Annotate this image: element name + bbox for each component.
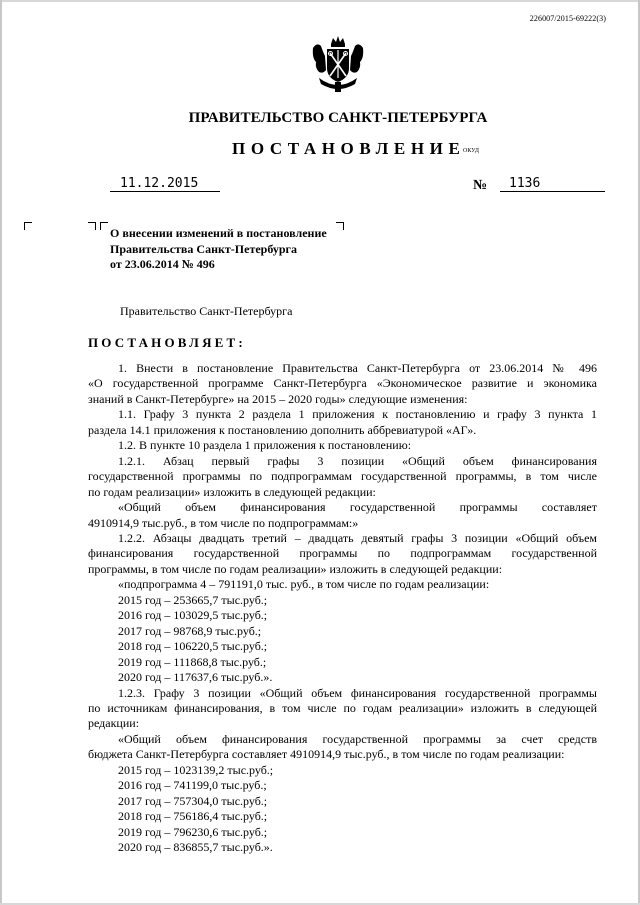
okud-label: ОКУД <box>463 148 479 154</box>
body-line: 2018 год – 106220,5 тыс.руб.; <box>118 639 268 654</box>
body-line: «О государственной программе Санкт-Петербурга «Экономическое развитие и экономика <box>88 376 597 391</box>
body-line: 1.2.2. Абзацы двадцать третий – двадцать девятый графы 3 позиции «Общий объем <box>118 530 597 545</box>
body-line: «подпрограмма 4 – 791191,0 тыс. руб., в том числе по годам реализации: <box>118 577 490 592</box>
body-line: «Общий объем финансирования государственной программы за счет средств <box>118 731 597 746</box>
decree-type-title: ПОСТАНОВЛЕНИЕ <box>232 139 466 158</box>
government-title: ПРАВИТЕЛЬСТВО САНКТ-ПЕТЕРБУРГА <box>188 110 488 126</box>
corner-mark-top-left <box>24 222 32 230</box>
page-edge-left <box>0 0 2 905</box>
body-line: государственной программы по подпрограммам государственной программы, в том числе <box>88 469 597 484</box>
subject-line: Правительства Санкт-Петербурга <box>110 241 298 256</box>
corner-mark-subject-left <box>100 222 108 230</box>
date-underline <box>110 191 220 192</box>
body-line: финансирования государственной программы по подпрограммам государственной <box>88 546 597 561</box>
body-line: 2016 год – 103029,5 тыс.руб.; <box>118 608 268 623</box>
body-line: 1.2. В пункте 10 раздела 1 приложения к постановлению: <box>118 438 412 453</box>
body-line: 1. Внести в постановление Правительства Санкт-Петербурга от 23.06.2014 № 496 <box>118 361 597 375</box>
issuer-line: Правительство Санкт-Петербурга <box>120 304 293 318</box>
body-line: 1.1. Графу 3 пункта 2 раздела 1 приложения к постановлению и графу 3 пункта 1 <box>118 407 597 422</box>
body-line: раздела 14.1 приложения к постановлению дополнить аббревиатурой «АГ». <box>88 422 477 437</box>
body-line: 2017 год – 757304,0 тыс.руб.; <box>118 793 268 808</box>
body-line: 1.2.1. Абзац первый графы 3 позиции «Общий объем финансирования <box>118 453 597 468</box>
decree-date: 11.12.2015 <box>120 176 199 191</box>
document-registration-number: 226007/2015-69222(3) <box>529 14 606 23</box>
body-line: 2015 год – 1023139,2 тыс.руб.; <box>118 762 274 777</box>
number-sign: № <box>473 178 488 193</box>
body-line: знаний в Санкт-Петербурге» на 2015 – 2020 годы» следующие изменения: <box>88 391 468 406</box>
body-line: 2019 год – 111868,8 тыс.руб.; <box>118 654 267 669</box>
body-line: 2016 год – 741199,0 тыс.руб.; <box>118 778 267 793</box>
saint-petersburg-coat-of-arms-icon <box>309 34 367 94</box>
decree-body <box>88 361 597 856</box>
body-line: 1.2.3. Графу 3 позиции «Общий объем финансирования государственной программы <box>118 685 597 700</box>
body-line: по источникам финансирования, в том числе по годам реализации» изложить в следующей <box>88 700 597 715</box>
body-line: 2017 год – 98768,9 тыс.руб.; <box>118 623 262 638</box>
body-line: редакции: <box>88 716 140 731</box>
body-line: по годам реализации» изложить в следующей редакции: <box>88 484 376 499</box>
corner-mark-top-right <box>88 222 96 230</box>
decree-subject <box>110 226 327 273</box>
body-line: 4910914,9 тыс.руб., в том числе по подпрограммам:» <box>88 515 359 530</box>
body-line: 2019 год – 796230,6 тыс.руб.; <box>118 824 268 839</box>
number-underline <box>500 191 605 192</box>
decrees-heading: ПОСТАНОВЛЯЕТ: <box>88 335 246 350</box>
body-line: программы, в том числе по годам реализации» изложить в следующей редакции: <box>88 561 503 576</box>
body-line: 2015 год – 253665,7 тыс.руб.; <box>118 592 268 607</box>
subject-line: О внесении изменений в постановление <box>110 226 327 240</box>
decree-number: 1136 <box>509 176 541 191</box>
body-line: 2020 год – 117637,6 тыс.руб.». <box>118 670 273 685</box>
subject-line: от 23.06.2014 № 496 <box>110 257 215 271</box>
body-line: бюджета Санкт-Петербурга составляет 4910914,9 тыс.руб., в том числе по годам реализации: <box>88 747 565 762</box>
page-edge-top <box>0 0 640 2</box>
body-line: «Общий объем финансирования государственной программы составляет <box>118 500 597 515</box>
body-line: 2020 год – 836855,7 тыс.руб.». <box>118 840 273 855</box>
corner-mark-subject-right <box>336 222 344 230</box>
body-line: 2018 год – 756186,4 тыс.руб.; <box>118 809 268 824</box>
